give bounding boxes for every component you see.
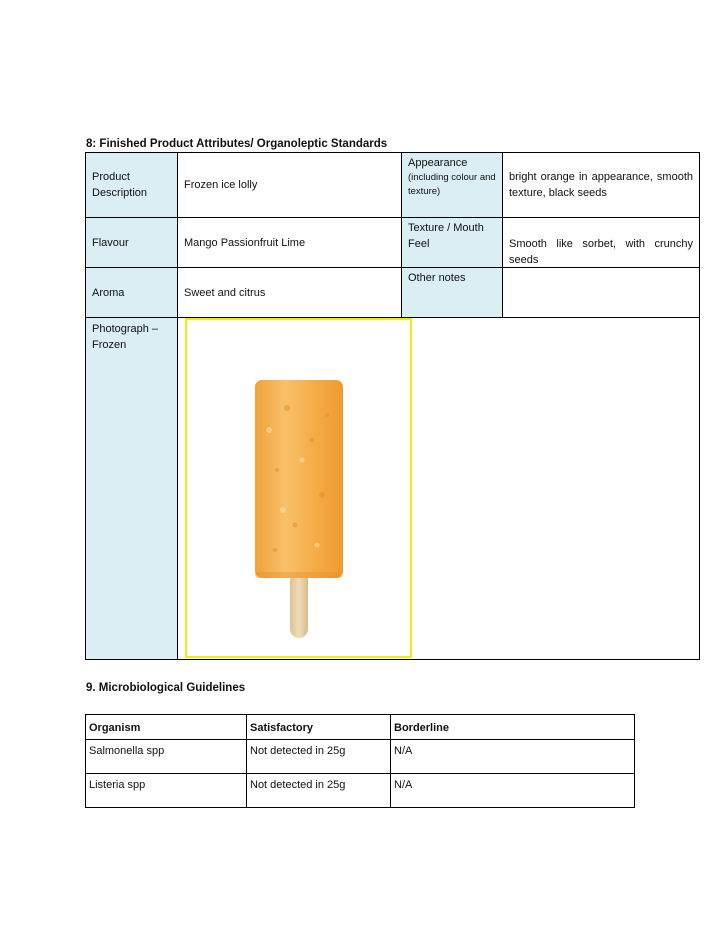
appearance-label: Appearance: [408, 157, 468, 169]
section-8-heading: 8: Finished Product Attributes/ Organoleptic Standards: [86, 138, 388, 150]
flavour-label: Flavour: [85, 217, 178, 268]
product-description-label: Product Description: [85, 152, 178, 218]
header-satisfactory: Satisfactory: [246, 714, 391, 740]
lolly-body: [255, 380, 343, 578]
table-row-organism: Listeria spp: [85, 773, 247, 808]
section-9-heading: 9. Microbiological Guidelines: [86, 682, 246, 694]
table-row-borderline: N/A: [390, 773, 635, 808]
table-row-satisfactory: Not detected in 25g: [246, 739, 391, 774]
other-notes-value: [502, 267, 700, 318]
table-row-satisfactory: Not detected in 25g: [246, 773, 391, 808]
flavour-value: Mango Passionfruit Lime: [177, 217, 402, 268]
table-row-borderline: N/A: [390, 739, 635, 774]
appearance-label-cell: [401, 152, 503, 218]
texture-label: Texture / Mouth Feel: [401, 217, 503, 268]
other-notes-label: Other notes: [401, 267, 503, 318]
texture-value: Smooth like sorbet, with crunchy seeds: [502, 217, 700, 268]
photograph-label: Photograph – Frozen: [85, 317, 178, 660]
appearance-value: bright orange in appearance, smooth texture, black seeds: [502, 152, 700, 218]
lolly-stick: [290, 570, 308, 638]
ice-lolly-photo-icon: [187, 320, 410, 656]
aroma-value: Sweet and citrus: [177, 267, 402, 318]
header-organism: Organism: [85, 714, 247, 740]
product-photo: [185, 318, 412, 658]
table-row-organism: Salmonella spp: [85, 739, 247, 774]
product-description-value: Frozen ice lolly: [177, 152, 402, 218]
header-borderline: Borderline: [390, 714, 635, 740]
aroma-label: Aroma: [85, 267, 178, 318]
appearance-sublabel: (including colour and texture): [408, 172, 496, 197]
